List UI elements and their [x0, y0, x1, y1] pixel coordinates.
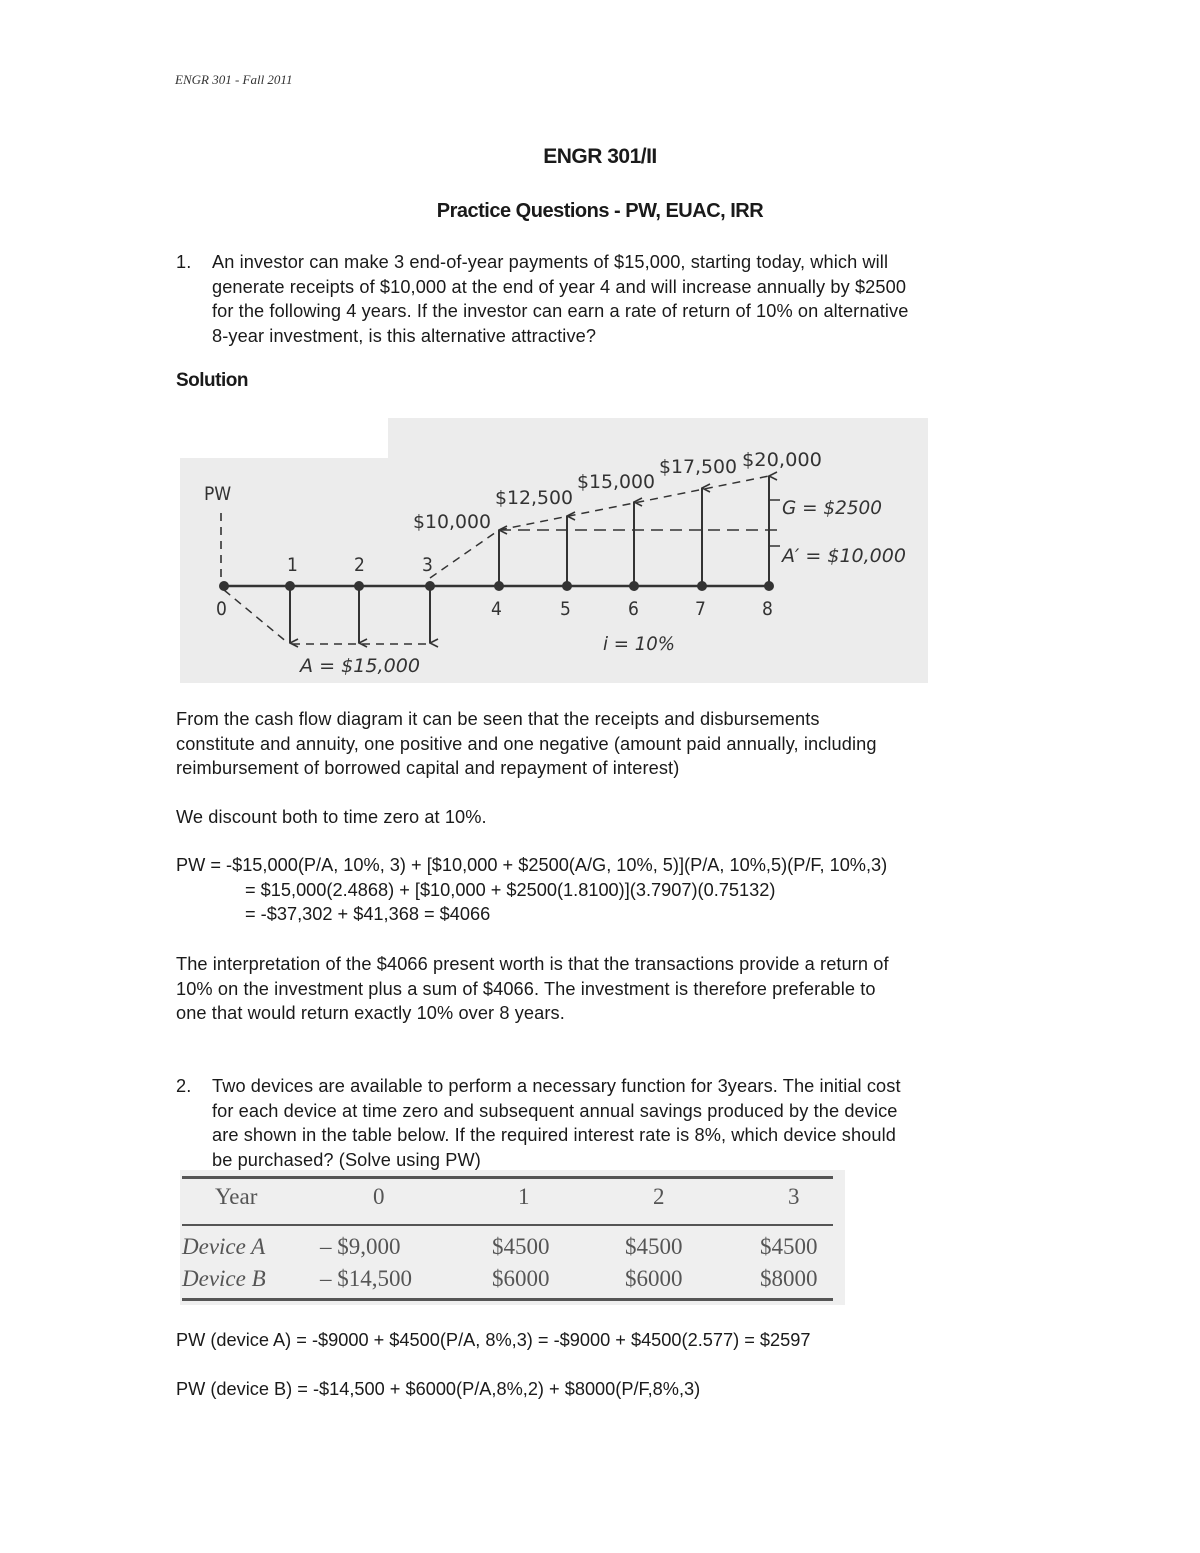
- q1-line: 8-year investment, is this alternative attractive?: [212, 325, 597, 346]
- q2-line: are shown in the table below. If the required interest rate is 8%, which device should: [212, 1125, 896, 1145]
- receipt-label: $15,000: [577, 471, 655, 493]
- receipt-label: $12,500: [495, 487, 573, 509]
- table-cell: – $14,500: [320, 1266, 412, 1291]
- receipt-label: $20,000: [742, 449, 822, 471]
- table-header: 0: [373, 1184, 385, 1209]
- period-label: 0: [216, 598, 227, 620]
- table-cell: – $9,000: [320, 1234, 401, 1259]
- q1-line: for the following 4 years. If the investor can earn a rate of return of 10% on alternative: [212, 301, 909, 321]
- table-cell: $4500: [492, 1234, 550, 1259]
- table-cell: $6000: [625, 1266, 683, 1291]
- table-cell: $4500: [625, 1234, 683, 1259]
- equation-line: PW = -$15,000(P/A, 10%, 3) + [$10,000 + $2500(A/G, 10%, 5)](P/A, 10%,5)(P/F, 10%,3): [176, 855, 888, 875]
- receipt-label: $10,000: [413, 511, 491, 533]
- annuity-label: A = $15,000: [298, 655, 421, 677]
- base-annuity-label: A′ = $10,000: [780, 545, 907, 567]
- table-header: 1: [518, 1184, 530, 1209]
- equation-line: = -$37,302 + $41,368 = $4066: [245, 904, 491, 924]
- pw-device-b: PW (device B) = -$14,500 + $6000(P/A,8%,2) + $8000(P/F,8%,3): [176, 1379, 701, 1399]
- receipt-label: $17,500: [659, 456, 737, 478]
- period-label: 7: [695, 598, 706, 620]
- paragraph-line: The interpretation of the $4066 present worth is that the transactions provide a return of: [176, 954, 889, 974]
- paragraph-line: reimbursement of borrowed capital and repayment of interest): [176, 758, 680, 778]
- pw-device-a: PW (device A) = -$9000 + $4500(P/A, 8%,3) = -$9000 + $4500(2.577) = $2597: [176, 1330, 811, 1350]
- q2-line: Two devices are available to perform a necessary function for 3years. The initial cost: [212, 1076, 901, 1096]
- cash-flow-diagram: [180, 418, 928, 683]
- page-title: ENGR 301/II: [543, 145, 657, 168]
- period-label: 2: [354, 554, 365, 576]
- period-label: 4: [491, 598, 502, 620]
- paragraph-line: 10% on the investment plus a sum of $4066. The investment is therefore preferable to: [176, 978, 876, 999]
- q2-line: for each device at time zero and subsequent annual savings produced by the device: [212, 1100, 898, 1121]
- period-label: 6: [628, 598, 639, 620]
- period-label: 5: [560, 598, 571, 620]
- q1-number: 1.: [176, 252, 192, 272]
- table-cell: $8000: [760, 1266, 818, 1291]
- paragraph-line: one that would return exactly 10% over 8 years.: [176, 1003, 565, 1023]
- table-cell: $6000: [492, 1266, 550, 1291]
- period-label: 3: [422, 554, 433, 576]
- q1-line: An investor can make 3 end-of-year payments of $15,000, starting today, which will: [212, 252, 889, 272]
- interest-rate-label: i = 10%: [603, 633, 675, 655]
- paragraph-line: constitute and annuity, one positive and one negative (amount paid annually, including: [176, 733, 877, 754]
- period-label: 1: [287, 554, 298, 576]
- q2-line: be purchased? (Solve using PW): [212, 1149, 481, 1170]
- gradient-label: G = $2500: [782, 497, 883, 519]
- table-header: 3: [788, 1184, 800, 1209]
- table-cell: Device B: [182, 1266, 266, 1291]
- page-subtitle: Practice Questions - PW, EUAC, IRR: [436, 200, 764, 222]
- paragraph-line: From the cash flow diagram it can be seen that the receipts and disbursements: [176, 709, 820, 729]
- equation-line: = $15,000(2.4868) + [$10,000 + $2500(1.8100)](3.7907)(0.75132): [245, 879, 776, 900]
- solution-heading: Solution: [176, 370, 248, 391]
- table-cell: Device A: [182, 1234, 266, 1259]
- table-header: Year: [215, 1184, 258, 1209]
- table-cell: $4500: [760, 1234, 818, 1259]
- page-header: ENGR 301 - Fall 2011: [175, 72, 293, 87]
- q2-number: 2.: [176, 1076, 192, 1096]
- table-header: 2: [653, 1184, 665, 1209]
- paragraph-line: We discount both to time zero at 10%.: [176, 807, 487, 827]
- device-table: [180, 1170, 845, 1305]
- pw-label: PW: [204, 483, 232, 505]
- q1-line: generate receipts of $10,000 at the end of year 4 and will increase annually by $2500: [212, 276, 907, 297]
- period-label: 8: [762, 598, 773, 620]
